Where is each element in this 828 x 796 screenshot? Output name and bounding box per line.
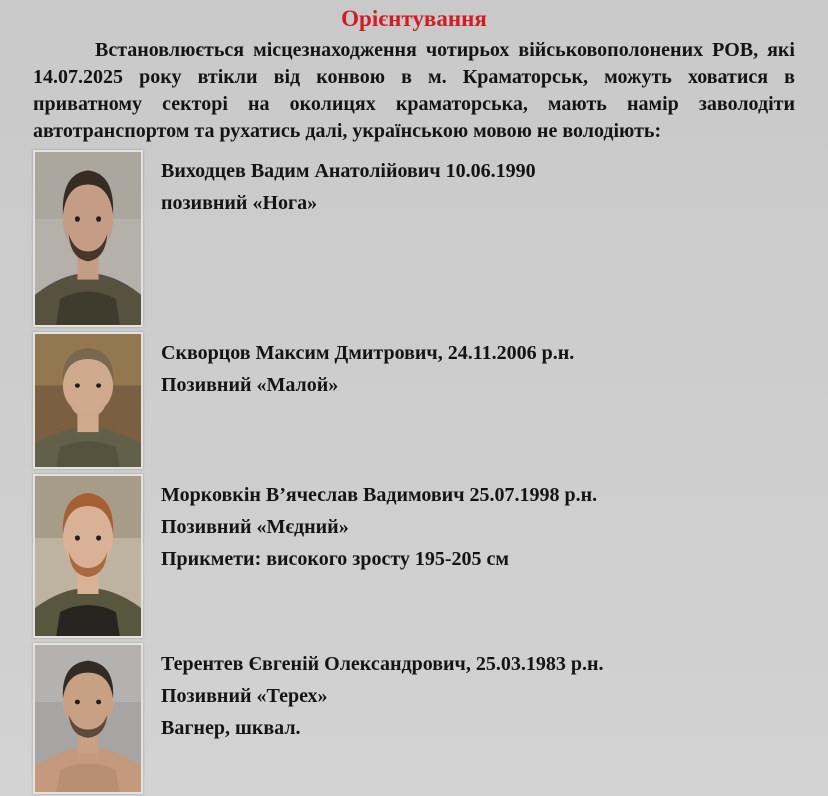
suspect-callsign-line: Позивний «Терех» — [161, 685, 328, 707]
suspect-callsign-line: Позивний «Мєдний» — [161, 516, 349, 538]
portrait-illustration — [35, 476, 141, 636]
suspect-name-line: Скворцов Максим Дмитрович, 24.11.2006 р.н. — [161, 342, 575, 364]
portrait-illustration — [35, 334, 141, 467]
suspect-info — [143, 643, 603, 744]
intro-line: автотранспортом та рухатись далі, українською мовою не володіють: — [33, 120, 662, 142]
page-title: Орієнтування — [341, 6, 487, 31]
suspect-photo — [33, 332, 143, 469]
intro-paragraph — [33, 37, 795, 145]
suspect-list — [33, 150, 795, 794]
portrait-illustration — [35, 645, 141, 792]
suspect-name-line: Морковкін В’ячеслав Вадимович 25.07.1998 р.н. — [161, 484, 598, 506]
suspect-entry — [33, 474, 795, 638]
suspect-entry — [33, 150, 795, 327]
suspect-name-line: Виходцев Вадим Анатолійович 10.06.1990 — [161, 160, 536, 182]
suspect-callsign-line: Позивний «Малой» — [161, 374, 339, 396]
suspect-name-line: Терентев Євгеній Олександрович, 25.03.1983 р.н. — [161, 653, 604, 675]
suspect-details-line: Прикмети: високого зросту 195-205 см — [161, 548, 510, 570]
suspect-callsign-line: позивний «Нога» — [161, 192, 318, 214]
suspect-info — [143, 150, 536, 219]
intro-line: 14.07.2025 року втікли від конвою в м. Краматорськ, можуть ховатися в — [33, 66, 795, 88]
intro-line: Встановлюється місцезнаходження чотирьох військовополонених РОВ, які — [95, 39, 795, 61]
suspect-entry — [33, 643, 795, 794]
suspect-photo — [33, 474, 143, 638]
suspect-entry — [33, 332, 795, 469]
intro-line: приватному секторі на околицях краматорська, мають намір заволодіти — [33, 93, 795, 115]
suspect-photo — [33, 643, 143, 794]
suspect-info — [143, 332, 574, 401]
suspect-info — [143, 474, 597, 575]
suspect-details-line: Вагнер, шквал. — [161, 717, 301, 739]
suspect-photo — [33, 150, 143, 327]
portrait-illustration — [35, 152, 141, 325]
